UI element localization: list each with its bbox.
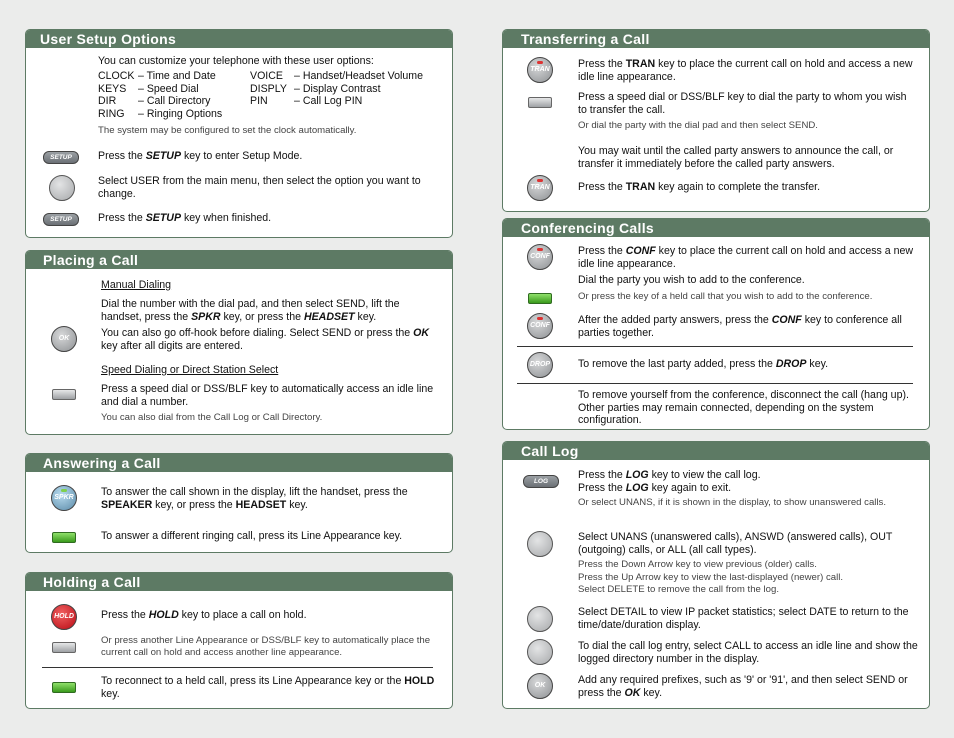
nav-key-icon[interactable] <box>527 531 553 557</box>
log-exit: Press the LOG key again to exit. <box>578 482 732 494</box>
divider <box>517 346 913 347</box>
call-log-title: Call Log <box>503 442 929 460</box>
conferencing-panel <box>502 218 930 430</box>
setup-key-icon[interactable]: SETUP <box>43 151 79 164</box>
conf-key-icon[interactable]: CONF <box>527 244 553 270</box>
opt-disply-desc: – Display Contrast <box>294 82 381 95</box>
setup-key-icon[interactable]: SETUP <box>43 213 79 226</box>
opt-disply-key: DISPLY <box>250 82 287 95</box>
nav-key-icon[interactable] <box>527 606 553 632</box>
log-dial: To dial the call log entry, select CALL to access an idle line and show the logged directory number in the display. <box>578 640 918 665</box>
transfer-step2-note: Or dial the party with the dial pad and then select SEND. <box>578 120 818 131</box>
opt-keys-key: KEYS <box>98 82 127 95</box>
nav-key-icon[interactable] <box>527 639 553 665</box>
transfer-step4: Press the TRAN key again to complete the transfer. <box>578 181 821 193</box>
opt-voice-desc: – Handset/Headset Volume <box>294 70 423 82</box>
transfer-step3: You may wait until the called party answers to announce the call, or transfer it immediately before the called party answers. <box>578 145 894 170</box>
hold-alt-text: Or press another Line Appearance or DSS/BLF key to automatically place the current call on hold and access another line appearance. <box>101 635 431 658</box>
conf-key-icon[interactable]: CONF <box>527 313 553 339</box>
manual-dialing-heading: Manual Dialing <box>101 279 172 291</box>
holding-call-panel <box>25 572 453 709</box>
transferring-call-title: Transferring a Call <box>503 30 929 48</box>
transfer-step1: Press the TRAN key to place the current call on hold and access a new idle line appearance. <box>578 58 913 83</box>
transfer-step2: Press a speed dial or DSS/BLF key to dial the party to whom you wish to transfer the call. <box>578 91 907 116</box>
log-select: Select UNANS (unanswered calls), ANSWD (answered calls), OUT (outgoing) calls, or ALL (all call types). <box>578 531 893 556</box>
conf-step2-note: Or press the key of a held call that you wish to add to the conference. <box>578 291 873 302</box>
conferencing-title: Conferencing Calls <box>503 219 929 237</box>
transferring-call-panel <box>502 29 930 212</box>
line-appearance-key-icon[interactable] <box>528 293 552 304</box>
conf-led-icon <box>537 317 543 320</box>
answer-ringing-text: To answer a different ringing call, press its Line Appearance key. <box>101 530 403 542</box>
conf-step1: Press the CONF key to place the current call on hold and access a new idle line appearance. <box>578 245 914 270</box>
opt-ring-key: RING <box>98 107 125 120</box>
holding-call-title: Holding a Call <box>26 573 452 591</box>
speed-dialing-heading: Speed Dialing or Direct Station Select <box>101 364 279 376</box>
ok-key-icon[interactable]: OK <box>527 673 553 699</box>
placing-call-panel <box>25 250 453 435</box>
drop-key-icon[interactable]: DROP <box>527 352 553 378</box>
call-log-panel <box>502 441 930 709</box>
log-nav-3: Select DELETE to remove the call from the log. <box>578 584 780 595</box>
opt-ring-desc: – Ringing Options <box>138 107 223 120</box>
manual-dialing-text: Dial the number with the dial pad, and then select SEND, lift the handset, press the SPKR key, or press the HEADSET key. <box>101 298 400 323</box>
log-detail: Select DETAIL to view IP packet statistics; select DATE to return to the time/date/duration display. <box>578 606 909 631</box>
hold-step-text: Press the HOLD key to place a call on hold. <box>101 609 307 621</box>
user-setup-panel <box>25 29 453 238</box>
line-appearance-key-icon[interactable] <box>52 532 76 543</box>
line-appearance-key-icon[interactable] <box>52 682 76 693</box>
conf-step2: Dial the party you wish to add to the conference. <box>578 274 805 286</box>
conf-led-icon <box>537 248 543 251</box>
opt-clock-desc: – Time and Date <box>138 70 216 82</box>
hold-reconnect-text: To reconnect to a held call, press its Line Appearance key or the HOLD key. <box>101 675 435 700</box>
log-unans-note: Or select UNANS, if it is shown in the display, to show unanswered calls. <box>578 497 887 508</box>
speed-dialing-note: You can also dial from the Call Log or Call Directory. <box>101 412 323 423</box>
conf-step3: After the added party answers, press the CONF key to conference all parties together. <box>578 314 902 339</box>
opt-pin-key: PIN <box>250 95 268 107</box>
log-nav-2: Press the Up Arrow key to view the last-displayed (newer) call. <box>578 572 843 583</box>
tran-key-icon[interactable]: TRAN <box>527 175 553 201</box>
placing-call-title: Placing a Call <box>26 251 452 269</box>
nav-key-icon[interactable] <box>49 175 75 201</box>
tran-led-icon <box>537 179 543 182</box>
offhook-text: You can also go off-hook before dialing. Select SEND or press the OK key after all digits are entered. <box>101 327 430 352</box>
opt-dir-key: DIR <box>98 95 117 107</box>
dss-key-icon[interactable] <box>52 642 76 653</box>
opt-dir-desc: – Call Directory <box>138 95 211 107</box>
user-options-right <box>250 70 445 110</box>
opt-pin-desc: – Call Log PIN <box>294 95 363 107</box>
log-prefix: Add any required prefixes, such as '9' or '91', and then select SEND or press the OK key. <box>578 674 908 699</box>
user-options-left <box>98 70 258 122</box>
answering-call-panel <box>25 453 453 553</box>
dss-key-icon[interactable] <box>52 389 76 400</box>
user-setup-note: The system may be configured to set the clock automatically. <box>98 125 357 136</box>
user-setup-title: User Setup Options <box>26 30 452 48</box>
opt-clock-key: CLOCK <box>98 70 135 82</box>
divider <box>42 667 433 668</box>
user-setup-intro: You can customize your telephone with these user options: <box>98 55 374 67</box>
setup-step-enter: Press the SETUP key to enter Setup Mode. <box>98 150 303 162</box>
dss-key-icon[interactable] <box>528 97 552 108</box>
log-key-icon[interactable]: LOG <box>523 475 559 488</box>
speed-dialing-text: Press a speed dial or DSS/BLF key to automatically access an idle line and dial a number. <box>101 383 434 408</box>
tran-led-icon <box>537 61 543 64</box>
log-view: Press the LOG key to view the call log. <box>578 469 761 481</box>
conf-drop: To remove the last party added, press the DROP key. <box>578 358 829 370</box>
divider <box>517 383 913 384</box>
opt-voice-key: VOICE <box>250 70 283 82</box>
log-nav-1: Press the Down Arrow key to view previous (older) calls. <box>578 559 817 570</box>
answer-text: To answer the call shown in the display, lift the handset, press the SPEAKER key, or press the HEADSET key. <box>101 486 408 511</box>
spkr-key-icon[interactable]: SPKR <box>51 485 77 511</box>
setup-step-finish: Press the SETUP key when finished. <box>98 212 272 224</box>
tran-key-icon[interactable]: TRAN <box>527 57 553 83</box>
ok-key-icon[interactable]: OK <box>51 326 77 352</box>
setup-step-select: Select USER from the main menu, then select the option you want to change. <box>98 175 421 200</box>
spkr-led-icon <box>61 489 67 492</box>
opt-keys-desc: – Speed Dial <box>138 82 199 95</box>
hold-key-icon[interactable]: HOLD <box>51 604 77 630</box>
conf-leave: To remove yourself from the conference, disconnect the call (hang up). Other parties may remain connected, depending on the system configuration. <box>578 389 909 426</box>
answering-call-title: Answering a Call <box>26 454 452 472</box>
